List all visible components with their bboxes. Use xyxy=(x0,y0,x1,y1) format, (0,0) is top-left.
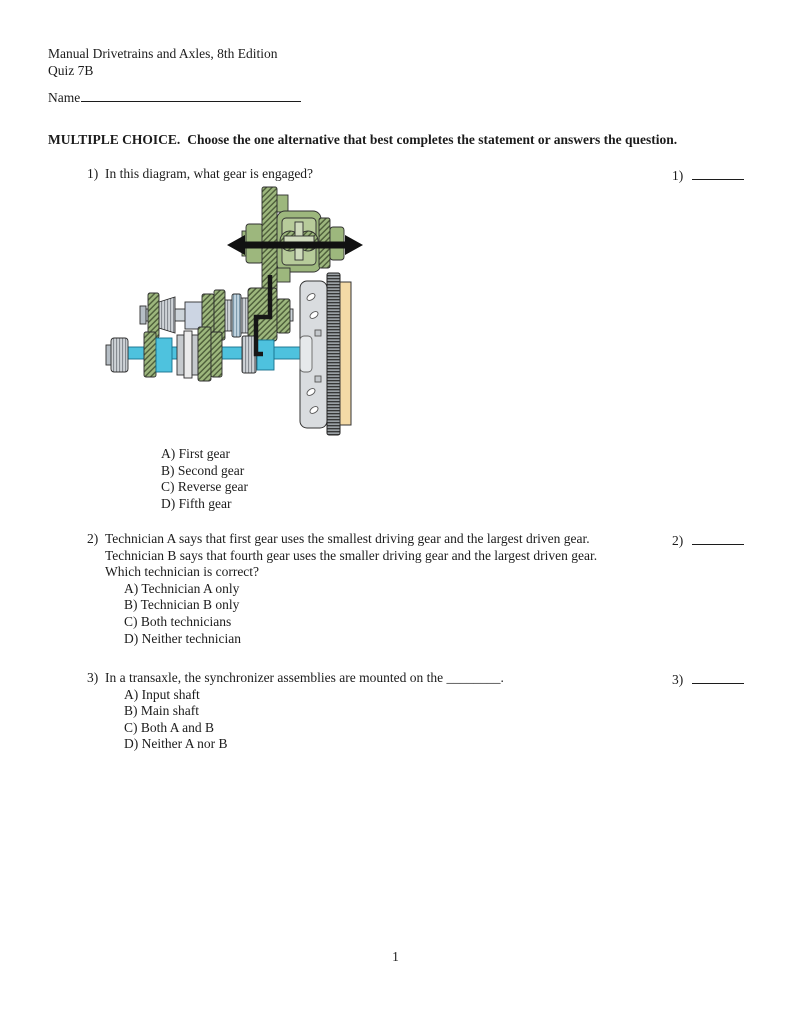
option-1b: B) Second gear xyxy=(161,462,245,478)
option-2d: D) Neither technician xyxy=(124,630,241,646)
answer-1-number: 1) xyxy=(672,168,684,183)
quiz-number: Quiz 7B xyxy=(48,62,94,78)
question-1 xyxy=(87,166,313,183)
synchro-ring-1 xyxy=(225,300,232,331)
question-1-text: In this diagram, what gear is engaged? xyxy=(105,166,314,181)
transaxle-diagram xyxy=(98,185,390,440)
question-3-text: In a transaxle, the synchronizer assemblies are mounted on the ________. xyxy=(105,670,504,685)
answer-slot-2 xyxy=(672,531,744,550)
question-2-text-line3: Which technician is correct? xyxy=(105,564,260,580)
answer-1-blank xyxy=(692,166,744,180)
question-3 xyxy=(87,670,504,753)
name-blank xyxy=(81,88,301,102)
option-3b: B) Main shaft xyxy=(124,703,199,719)
option-1c: C) Reverse gear xyxy=(161,479,248,495)
main-gear-1 xyxy=(148,293,159,338)
question-2-options xyxy=(124,581,597,647)
clutch-assembly xyxy=(300,273,351,435)
question-3-options xyxy=(124,687,504,753)
diff-bottom-tab xyxy=(277,268,290,282)
answer-3-number: 3) xyxy=(672,672,684,687)
document-title: Manual Drivetrains and Axles, 8th Edition xyxy=(48,46,278,61)
option-3c: C) Both A and B xyxy=(124,719,215,735)
flywheel xyxy=(340,282,351,425)
question-3-number: 3) xyxy=(87,670,99,685)
answer-3-blank xyxy=(692,670,744,684)
answer-slot-1 xyxy=(672,166,744,185)
synchro-disc-2 xyxy=(184,331,192,378)
answer-2-number: 2) xyxy=(672,533,684,548)
question-1-options xyxy=(161,446,248,512)
option-2c: C) Both technicians xyxy=(124,613,232,629)
section-heading-label: MULTIPLE CHOICE. xyxy=(48,132,181,147)
question-2-number: 2) xyxy=(87,531,99,546)
cone-gear xyxy=(159,297,175,333)
synchro-sleeve xyxy=(232,294,241,337)
page-number: 1 xyxy=(392,949,399,964)
option-2a: A) Technician A only xyxy=(124,580,240,596)
question-2-text-line1: Technician A says that first gear uses the smallest driving gear and the largest driven gear. xyxy=(105,531,590,546)
flywheel-ring-gear xyxy=(327,273,340,435)
final-drive-gear xyxy=(248,288,277,341)
answer-slot-3 xyxy=(672,670,744,689)
question-2 xyxy=(87,531,597,647)
question-2-text-line2: Technician B says that fourth gear uses the smaller driving gear and the largest driven gear. xyxy=(105,547,598,563)
main-gear-4 xyxy=(277,299,290,333)
answer-2-blank xyxy=(692,531,744,545)
input-gear-2 xyxy=(198,327,211,381)
option-1d: D) Fifth gear xyxy=(161,495,232,511)
name-label: Name xyxy=(48,90,81,105)
synchro-ring-2 xyxy=(241,298,248,333)
diff-top-tab xyxy=(277,195,288,212)
main-shaft-end-nub xyxy=(140,306,146,324)
option-3d: D) Neither A nor B xyxy=(124,736,228,752)
section-heading xyxy=(48,132,708,149)
input-gear-1 xyxy=(144,332,156,377)
synchro-disc-3 xyxy=(192,335,198,375)
option-1a: A) First gear xyxy=(161,446,230,461)
shaft-collar xyxy=(185,302,202,329)
input-gear-3 xyxy=(211,332,222,377)
option-2b: B) Technician B only xyxy=(124,597,240,613)
input-bearing xyxy=(111,338,128,372)
option-3a: A) Input shaft xyxy=(124,686,200,702)
section-heading-text: Choose the one alternative that best completes the statement or answers the question. xyxy=(187,132,678,147)
synchro-disc-1 xyxy=(177,335,184,375)
input-hub xyxy=(156,338,172,372)
document-header xyxy=(48,46,277,79)
question-1-number: 1) xyxy=(87,166,99,181)
transaxle-diagram-svg xyxy=(98,185,390,440)
name-row xyxy=(48,88,301,107)
